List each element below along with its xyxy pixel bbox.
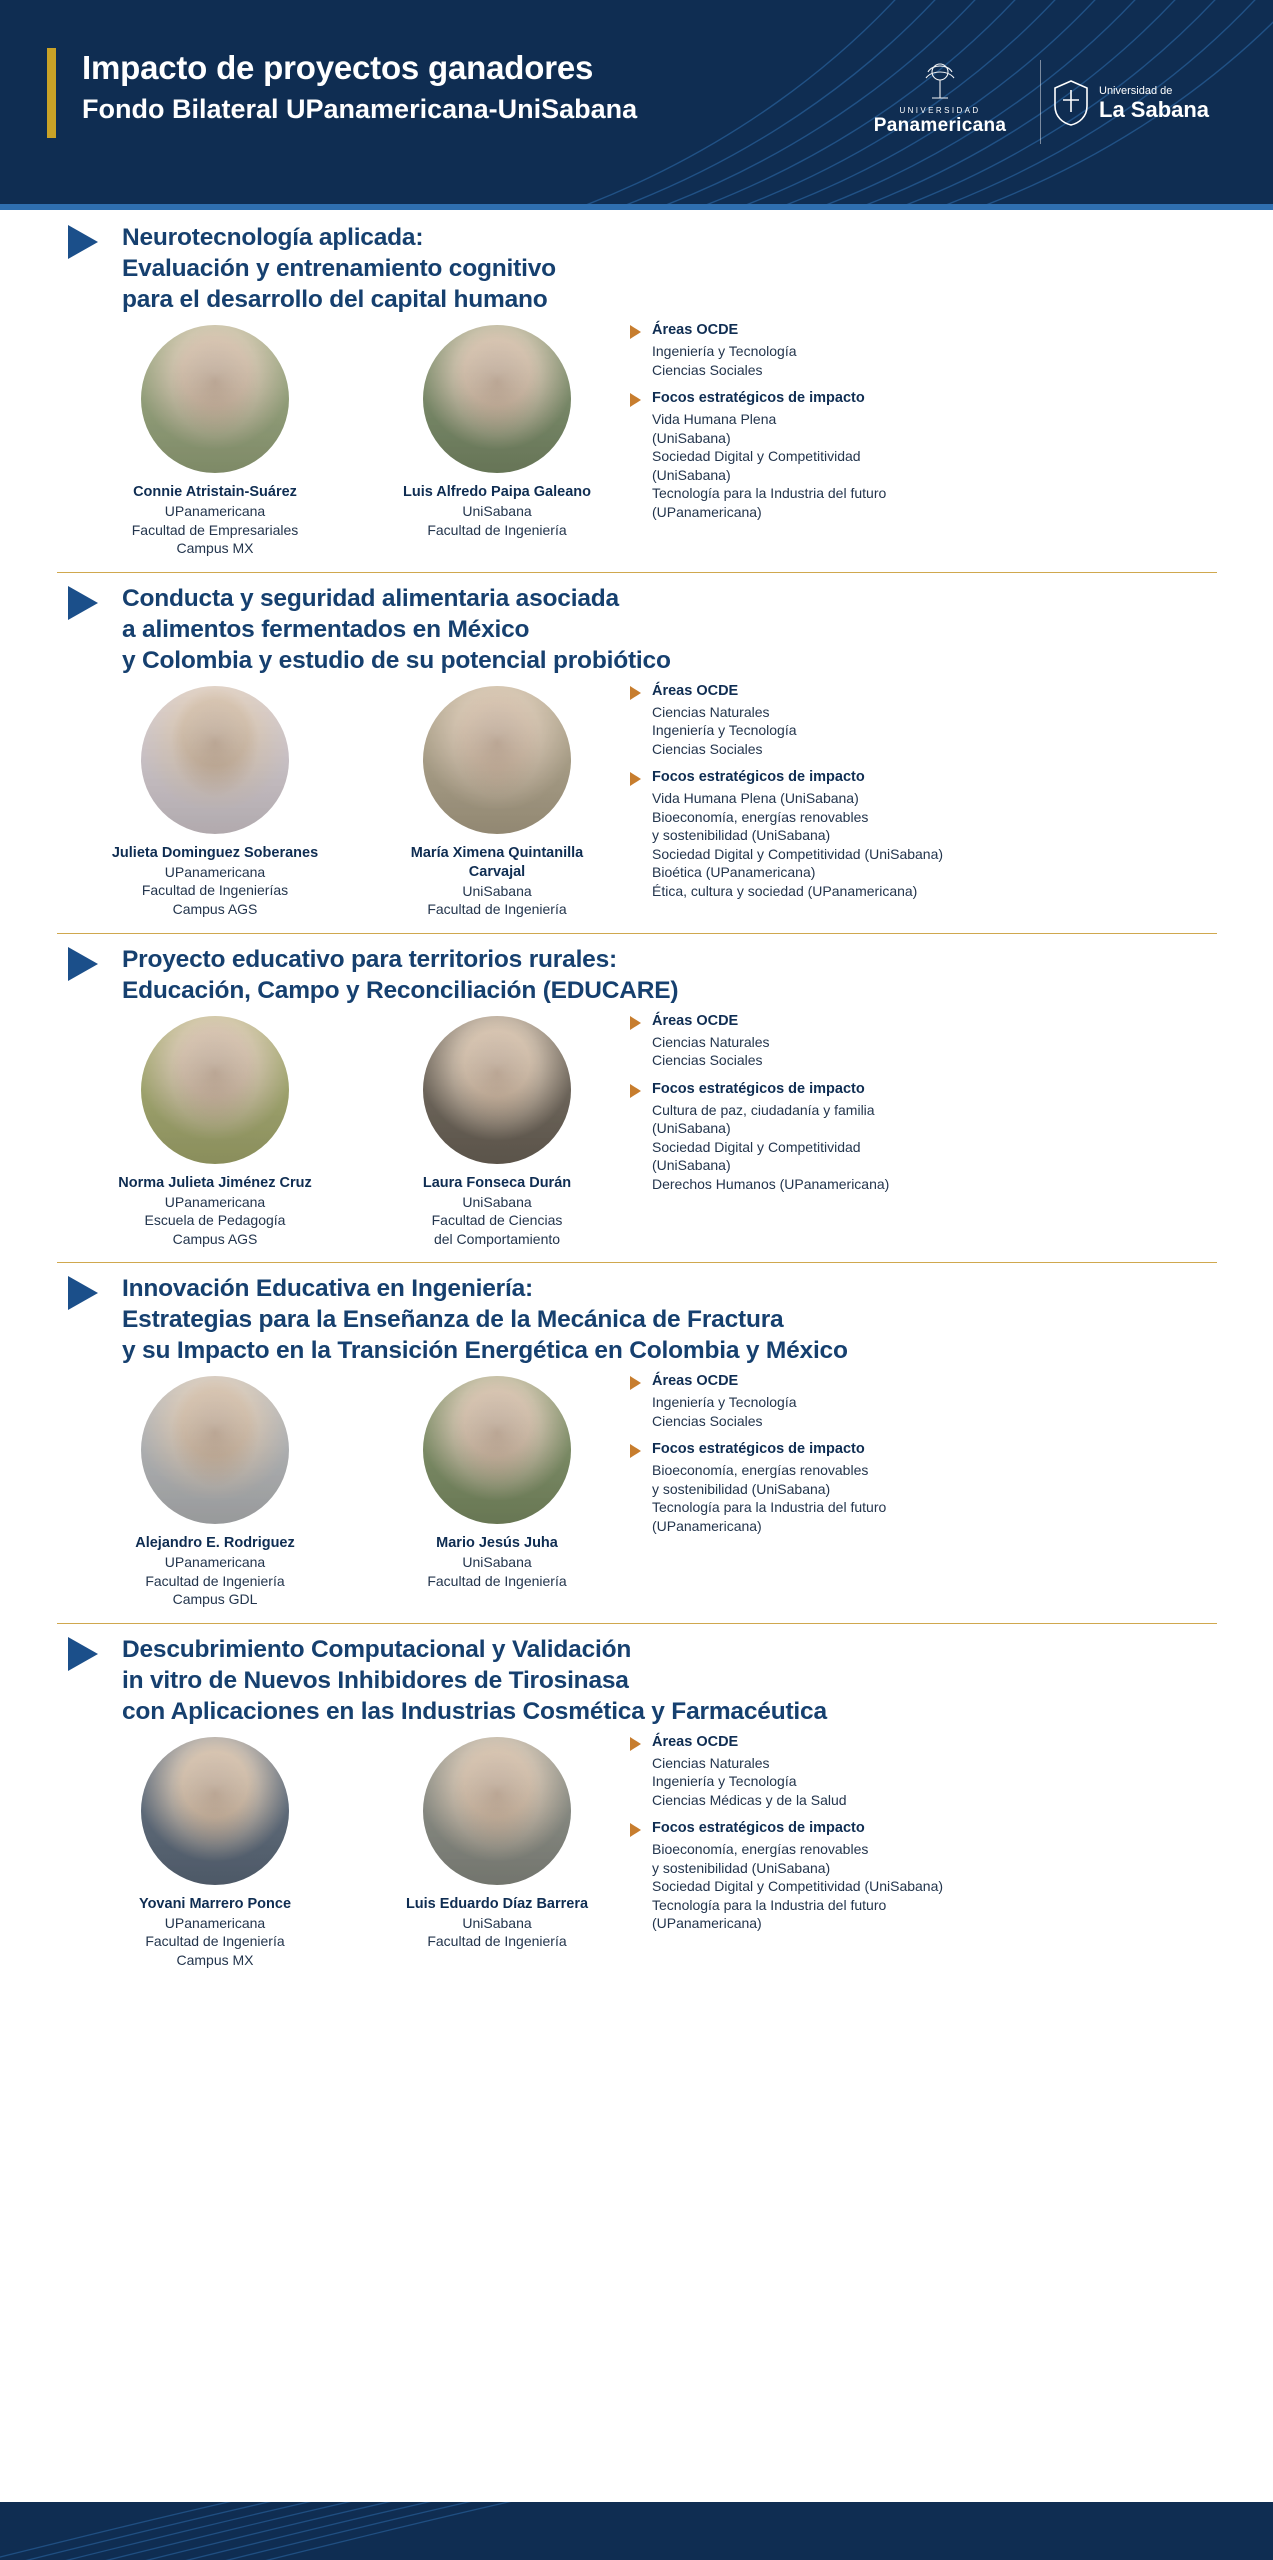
researcher-card: [100, 1016, 330, 1249]
focos-block: [630, 1819, 1273, 1933]
areas-block: [630, 1372, 1273, 1430]
logo-panamericana: [855, 58, 1025, 144]
areas-item: Ciencias Médicas y de la Salud: [652, 1791, 847, 1808]
researcher-affiliation: UPanamericana Facultad de Ingeniería Campus GDL: [145, 1554, 285, 1607]
areas-heading: Áreas OCDE: [652, 1733, 739, 1750]
researcher-name: Julieta Dominguez Soberanes: [111, 844, 319, 861]
focos-heading: Focos estratégicos de impacto: [652, 1441, 865, 1457]
researcher-card: [100, 1737, 330, 1970]
play-triangle-icon: [68, 1276, 98, 1310]
bullet-triangle-icon: [630, 1084, 641, 1098]
avatar: [141, 1016, 289, 1164]
focos-item: Bioeconomía, energías renovables: [652, 1462, 869, 1478]
researcher-name: Laura Fonseca Durán: [422, 1174, 572, 1191]
avatar-portrait: [141, 1737, 289, 1885]
avatar-portrait: [423, 1376, 571, 1524]
researcher-name: Mario Jesús Juha: [436, 1535, 558, 1551]
areas-item: Ciencias Naturales: [652, 1033, 770, 1050]
focos-item: Vida Humana Plena: [652, 411, 777, 427]
project-card: [0, 1273, 1273, 1609]
researcher-affiliation: UniSabana Facultad de Ingeniería: [427, 503, 567, 538]
avatar: [423, 1737, 571, 1885]
researcher-card: [100, 686, 330, 919]
researcher-list: [100, 1727, 612, 1970]
bullet-triangle-icon: [630, 1376, 641, 1390]
avatar-portrait: [141, 686, 289, 834]
focos-item: Sociedad Digital y Competitividad (UniSabana): [652, 1878, 944, 1894]
avatar: [423, 686, 571, 834]
focos-block: [630, 768, 1273, 900]
project-card: [0, 222, 1273, 558]
avatar-portrait: [423, 1016, 571, 1164]
focos-item: Sociedad Digital y Competitividad: [652, 448, 861, 464]
project-body: [0, 315, 1273, 558]
focos-item: Tecnología para la Industria del futuro: [652, 485, 887, 501]
projects-list: [0, 204, 1273, 1969]
areas-heading: Áreas OCDE: [652, 1012, 739, 1029]
focos-item: Cultura de paz, ciudadanía y familia: [652, 1101, 875, 1118]
bullet-triangle-icon: [630, 1444, 641, 1458]
logo-la-sabana: [1053, 74, 1233, 132]
focos-item: y sostenibilidad (UniSabana): [652, 1859, 831, 1876]
project-header: [0, 944, 1273, 1006]
avatar: [141, 325, 289, 473]
project-title: Descubrimiento Computacional y Validación in vitro de Nuevos Inhibidores de Tirosinasa con Aplicaciones en las Industrias Cosmética y Farmacéutica: [122, 1635, 827, 1725]
avatar-portrait: [423, 325, 571, 473]
researcher-name: Connie Atristain-Suárez: [133, 484, 297, 500]
bullet-triangle-icon: [630, 325, 641, 339]
researcher-card: [382, 1376, 612, 1609]
focos-item: (UPanamericana): [652, 1517, 762, 1534]
bullet-triangle-icon: [630, 772, 641, 786]
header-title-wrap: [82, 46, 637, 128]
focos-item: Derechos Humanos (UPanamericana): [652, 1175, 890, 1192]
header-accent-bar: [47, 48, 56, 138]
areas-item: Ciencias Sociales: [652, 740, 763, 757]
areas-item: Ingeniería y Tecnología: [652, 722, 797, 738]
project-header: [0, 222, 1273, 315]
focos-item: (UniSabana): [652, 429, 731, 446]
researcher-affiliation: UPanamericana Facultad de Ingeniería Campus MX: [145, 1914, 285, 1968]
section-divider: [57, 1623, 1217, 1624]
section-divider: [57, 933, 1217, 934]
project-title: Conducta y seguridad alimentaria asociada a alimentos fermentados en México y Colombia y estudio de su potencial probiótico: [122, 584, 671, 674]
focos-item: y sostenibilidad (UniSabana): [652, 827, 831, 843]
project-body: [0, 1006, 1273, 1249]
focos-item: Bioética (UPanamericana): [652, 864, 816, 880]
project-header: [0, 1634, 1273, 1727]
researcher-affiliation: UPanamericana Facultad de Ingenierías Campus AGS: [141, 863, 289, 917]
areas-item: Ciencias Naturales: [652, 703, 770, 720]
project-title: Innovación Educativa en Ingeniería: Estrategias para la Enseñanza de la Mecánica de Fractura y su Impacto en la Transición Energética en Colombia y México: [122, 1275, 848, 1364]
researcher-affiliation: UniSabana Facultad de Ingeniería: [427, 882, 567, 917]
focos-item: Bioeconomía, energías renovables: [652, 1841, 869, 1857]
avatar: [141, 1737, 289, 1885]
bullet-triangle-icon: [630, 1016, 641, 1030]
project-header: [0, 583, 1273, 676]
focos-heading: Focos estratégicos de impacto: [652, 1080, 865, 1097]
project-title: Neurotecnología aplicada: Evaluación y entrenamiento cognitivo para el desarrollo del capital humano: [122, 224, 556, 313]
focos-item: Tecnología para la Industria del futuro: [652, 1896, 887, 1913]
avatar: [141, 686, 289, 834]
researcher-name: María Ximena Quintanilla Carvajal: [410, 844, 584, 880]
areas-item: Ingeniería y Tecnología: [652, 343, 797, 359]
avatar-portrait: [423, 686, 571, 834]
focos-item: Ética, cultura y sociedad (UPanamericana): [652, 882, 918, 899]
logo-sabana-name: La Sabana: [1099, 97, 1210, 122]
focos-item: Tecnología para la Industria del futuro: [652, 1499, 887, 1515]
researcher-card: [382, 1737, 612, 1970]
focos-heading: Focos estratégicos de impacto: [652, 1820, 865, 1836]
focos-block: [630, 1440, 1273, 1535]
focos-heading: Focos estratégicos de impacto: [652, 769, 865, 785]
project-meta: [612, 1366, 1273, 1545]
researcher-affiliation: UniSabana Facultad de Ciencias del Comportamiento: [431, 1193, 563, 1247]
project-card: [0, 944, 1273, 1249]
bullet-triangle-icon: [630, 393, 641, 407]
section-divider: [57, 1262, 1217, 1263]
project-card: [0, 1634, 1273, 1970]
researcher-card: [100, 325, 330, 558]
focos-item: (UniSabana): [652, 1120, 731, 1136]
focos-item: Sociedad Digital y Competitividad (UniSabana): [652, 845, 944, 862]
focos-item: Vida Humana Plena (UniSabana): [652, 790, 859, 806]
sabana-shield-icon: [1053, 80, 1089, 126]
focos-item: Sociedad Digital y Competitividad: [652, 1138, 861, 1155]
avatar: [423, 1016, 571, 1164]
avatar: [141, 1376, 289, 1524]
bullet-triangle-icon: [630, 1737, 641, 1751]
avatar: [423, 325, 571, 473]
researcher-card: [100, 1376, 330, 1609]
areas-block: [630, 1733, 1273, 1810]
play-triangle-icon: [68, 586, 98, 620]
researcher-card: [382, 686, 612, 919]
focos-item: Bioeconomía, energías renovables: [652, 808, 869, 825]
areas-item: Ciencias Sociales: [652, 361, 763, 378]
researcher-affiliation: UPanamericana Escuela de Pedagogía Campus AGS: [144, 1193, 286, 1247]
project-card: [0, 583, 1273, 919]
logo-panamericana-name: Panamericana: [873, 115, 1007, 136]
play-triangle-icon: [68, 225, 98, 259]
page-footer: [0, 2502, 1273, 2560]
project-meta: [612, 315, 1273, 531]
focos-item: (UPanamericana): [652, 1915, 762, 1931]
avatar-portrait: [141, 325, 289, 473]
areas-item: Ingeniería y Tecnología: [652, 1394, 797, 1410]
avatar: [423, 1376, 571, 1524]
researcher-name: Norma Julieta Jiménez Cruz: [118, 1174, 312, 1191]
bullet-triangle-icon: [630, 1823, 641, 1837]
project-meta: [612, 1006, 1273, 1204]
footer-swoosh-decoration: [0, 2502, 1273, 2560]
avatar-portrait: [141, 1016, 289, 1164]
areas-block: [630, 682, 1273, 759]
page-title: Impacto de proyectos ganadores: [82, 49, 594, 86]
areas-item: Ciencias Naturales: [652, 1754, 770, 1771]
focos-block: [630, 1080, 1273, 1194]
bullet-triangle-icon: [630, 686, 641, 700]
project-meta: [612, 1727, 1273, 1943]
researcher-card: [382, 1016, 612, 1249]
researcher-list: [100, 1006, 612, 1249]
project-body: [0, 1727, 1273, 1970]
focos-block: [630, 389, 1273, 521]
areas-heading: Áreas OCDE: [652, 682, 739, 699]
panamericana-emblem-icon: [918, 58, 962, 102]
avatar-portrait: [423, 1737, 571, 1885]
logo-sabana-top: Universidad de: [1099, 85, 1173, 97]
play-triangle-icon: [68, 1637, 98, 1671]
section-divider: [57, 572, 1217, 573]
researcher-affiliation: UPanamericana Facultad de Empresariales Campus MX: [131, 503, 299, 556]
page-header: [0, 0, 1273, 204]
researcher-list: [100, 315, 612, 558]
researcher-affiliation: UniSabana Facultad de Ingeniería: [427, 1554, 567, 1589]
areas-block: [630, 321, 1273, 379]
project-body: [0, 676, 1273, 919]
focos-item: (UniSabana): [652, 1157, 731, 1173]
areas-heading: Áreas OCDE: [652, 1373, 739, 1389]
researcher-affiliation: UniSabana Facultad de Ingeniería: [427, 1914, 567, 1949]
areas-heading: Áreas OCDE: [652, 322, 739, 338]
researcher-name: Luis Eduardo Díaz Barrera: [405, 1895, 589, 1912]
play-triangle-icon: [68, 947, 98, 981]
focos-heading: Focos estratégicos de impacto: [652, 390, 865, 406]
project-header: [0, 1273, 1273, 1366]
project-meta: [612, 676, 1273, 911]
focos-item: (UPanamericana): [652, 503, 762, 520]
page-subtitle: Fondo Bilateral UPanamericana-UniSabana: [82, 94, 638, 124]
logo-panamericana-top: UNIVERSIDAD: [899, 106, 981, 115]
avatar-portrait: [141, 1376, 289, 1524]
project-body: [0, 1366, 1273, 1609]
researcher-name: Luis Alfredo Paipa Galeano: [402, 484, 591, 500]
areas-item: Ciencias Sociales: [652, 1412, 763, 1429]
areas-item: Ingeniería y Tecnología: [652, 1773, 797, 1789]
project-title: Proyecto educativo para territorios rurales: Educación, Campo y Reconciliación (EDUCARE): [122, 945, 679, 1004]
focos-item: y sostenibilidad (UniSabana): [652, 1480, 831, 1497]
researcher-list: [100, 676, 612, 919]
researcher-card: [382, 325, 612, 558]
logo-divider: [1040, 60, 1041, 144]
areas-item: Ciencias Sociales: [652, 1052, 763, 1068]
researcher-name: Yovani Marrero Ponce: [138, 1895, 292, 1912]
researcher-name: Alejandro E. Rodriguez: [135, 1535, 295, 1551]
researcher-list: [100, 1366, 612, 1609]
areas-block: [630, 1012, 1273, 1070]
focos-item: (UniSabana): [652, 466, 731, 483]
